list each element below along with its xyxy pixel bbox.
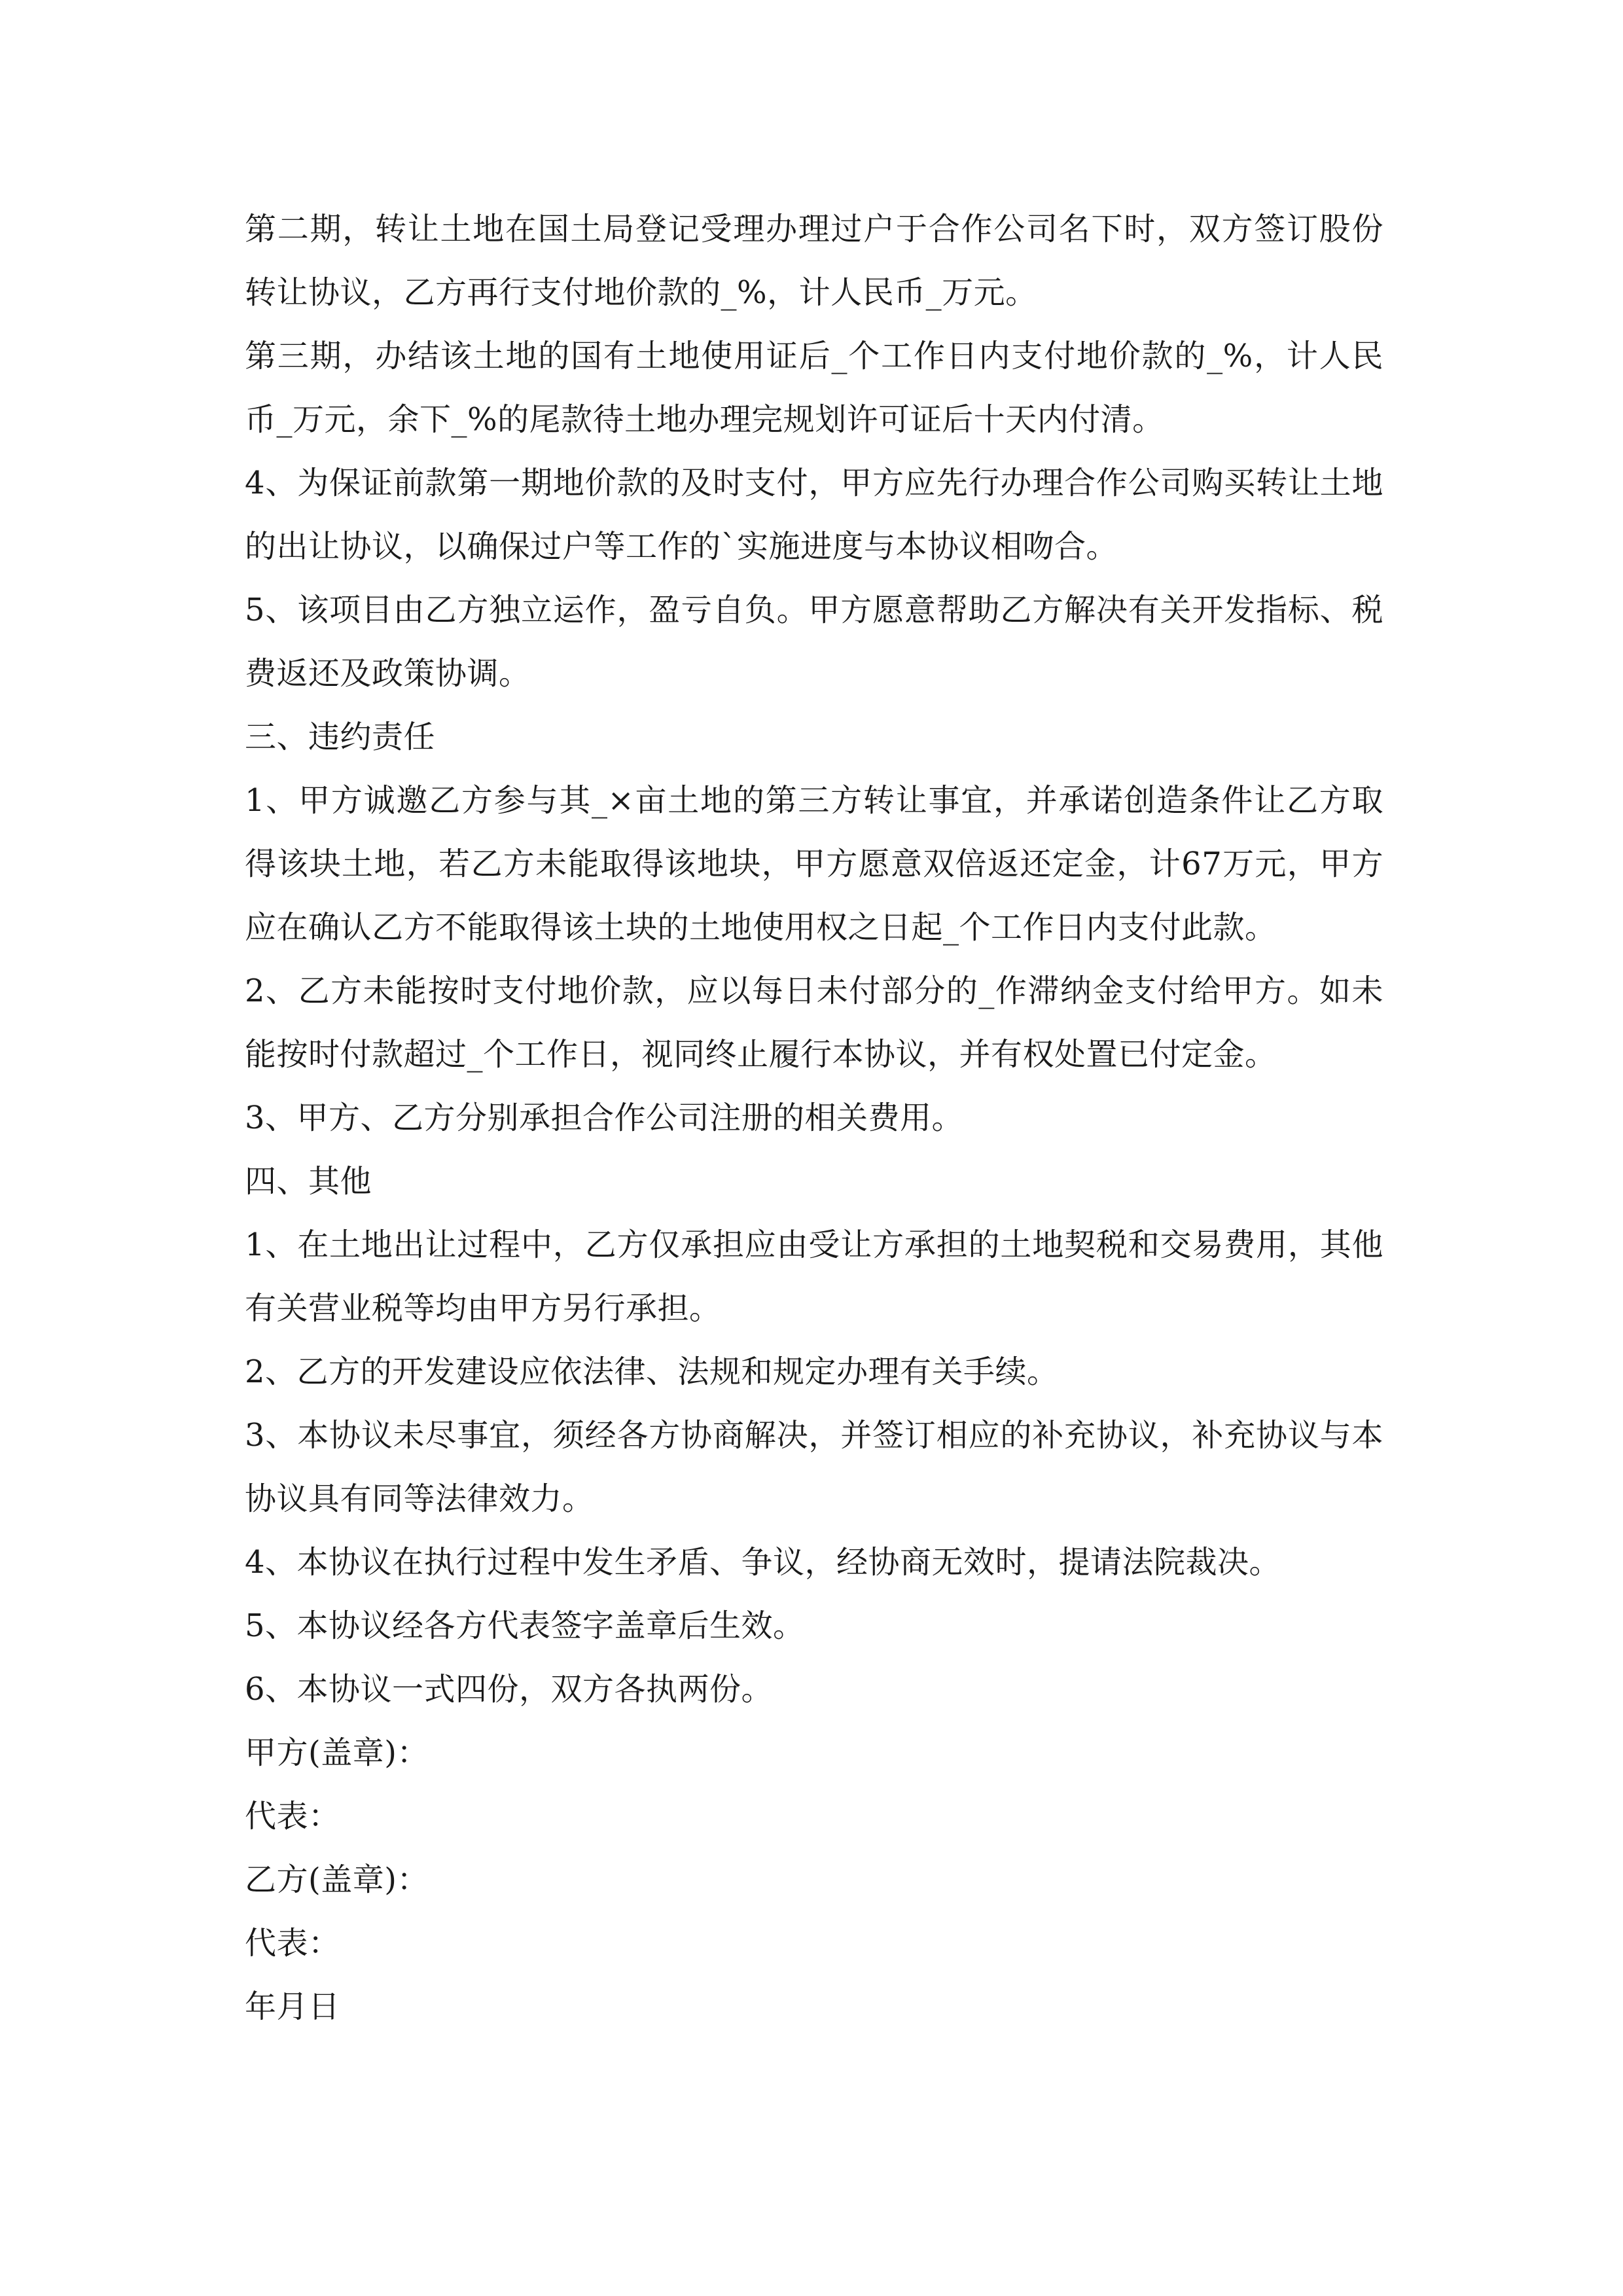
section-heading-breach-liability: 三、违约责任 [245,719,436,755]
paragraph-clause-5: 5、该项目由乙方独立运作，盈亏自负。甲方愿意帮助乙方解决有关开发指标、税费返还及政策协调。 [245,592,1383,692]
paragraph-breach-1: 1、甲方诚邀乙方参与其_×亩土地的第三方转让事宜，并承诺创造条件让乙方取得该块土地，若乙方未能取得该地块，甲方愿意双倍返还定金，计67万元，甲方应在确认乙方不能取得该土块的土地使用权之日起_个工作日内支付此款。 [245,782,1383,946]
paragraph-phase-three: 第三期，办结该土地的国有土地使用证后_个工作日内支付地价款的_%，计人民币_万元，余下_%的尾款待土地办理完规划许可证后十天内付清。 [245,338,1383,438]
paragraph-other-4: 4、本协议在执行过程中发生矛盾、争议，经协商无效时，提请法院裁决。 [245,1544,1281,1581]
paragraph-other-6: 6、本协议一式四份，双方各执两份。 [245,1671,774,1708]
paragraph-breach-3: 3、甲方、乙方分别承担合作公司注册的相关费用。 [245,1100,964,1136]
paragraph-other-3: 3、本协议未尽事宜，须经各方协商解决，并签订相应的补充协议，补充协议与本协议具有同等法律效力。 [245,1417,1383,1517]
paragraph-other-1: 1、在土地出让过程中，乙方仅承担应由受让方承担的土地契税和交易费用，其他有关营业税等均由甲方另行承担。 [245,1227,1383,1327]
paragraph-other-2: 2、乙方的开发建设应依法律、法规和规定办理有关手续。 [245,1354,1059,1390]
signature-date: 年月日 [245,1988,340,2025]
section-heading-other: 四、其他 [245,1163,372,1200]
paragraph-clause-4: 4、为保证前款第一期地价款的及时支付，甲方应先行办理合作公司购买转让土地的出让协议，以确保过户等工作的`实施进度与本协议相吻合。 [245,465,1383,565]
paragraph-other-5: 5、本协议经各方代表签字盖章后生效。 [245,1607,805,1644]
paragraph-phase-two: 第二期，转让土地在国土局登记受理办理过户于合作公司名下时，双方签订股份转让协议，乙方再行支付地价款的_%，计人民币_万元。 [245,211,1383,311]
document-body [245,198,1383,2039]
signature-party-b-representative: 代表： [245,1925,340,1962]
signature-party-a-seal: 甲方(盖章)： [245,1734,429,1771]
signature-party-a-representative: 代表： [245,1798,340,1835]
signature-party-b-seal: 乙方(盖章)： [245,1861,429,1898]
paragraph-breach-2: 2、乙方未能按时支付地价款，应以每日未付部分的_作滞纳金支付给甲方。如未能按时付款超过_个工作日，视同终止履行本协议，并有权处置已付定金。 [245,973,1383,1073]
